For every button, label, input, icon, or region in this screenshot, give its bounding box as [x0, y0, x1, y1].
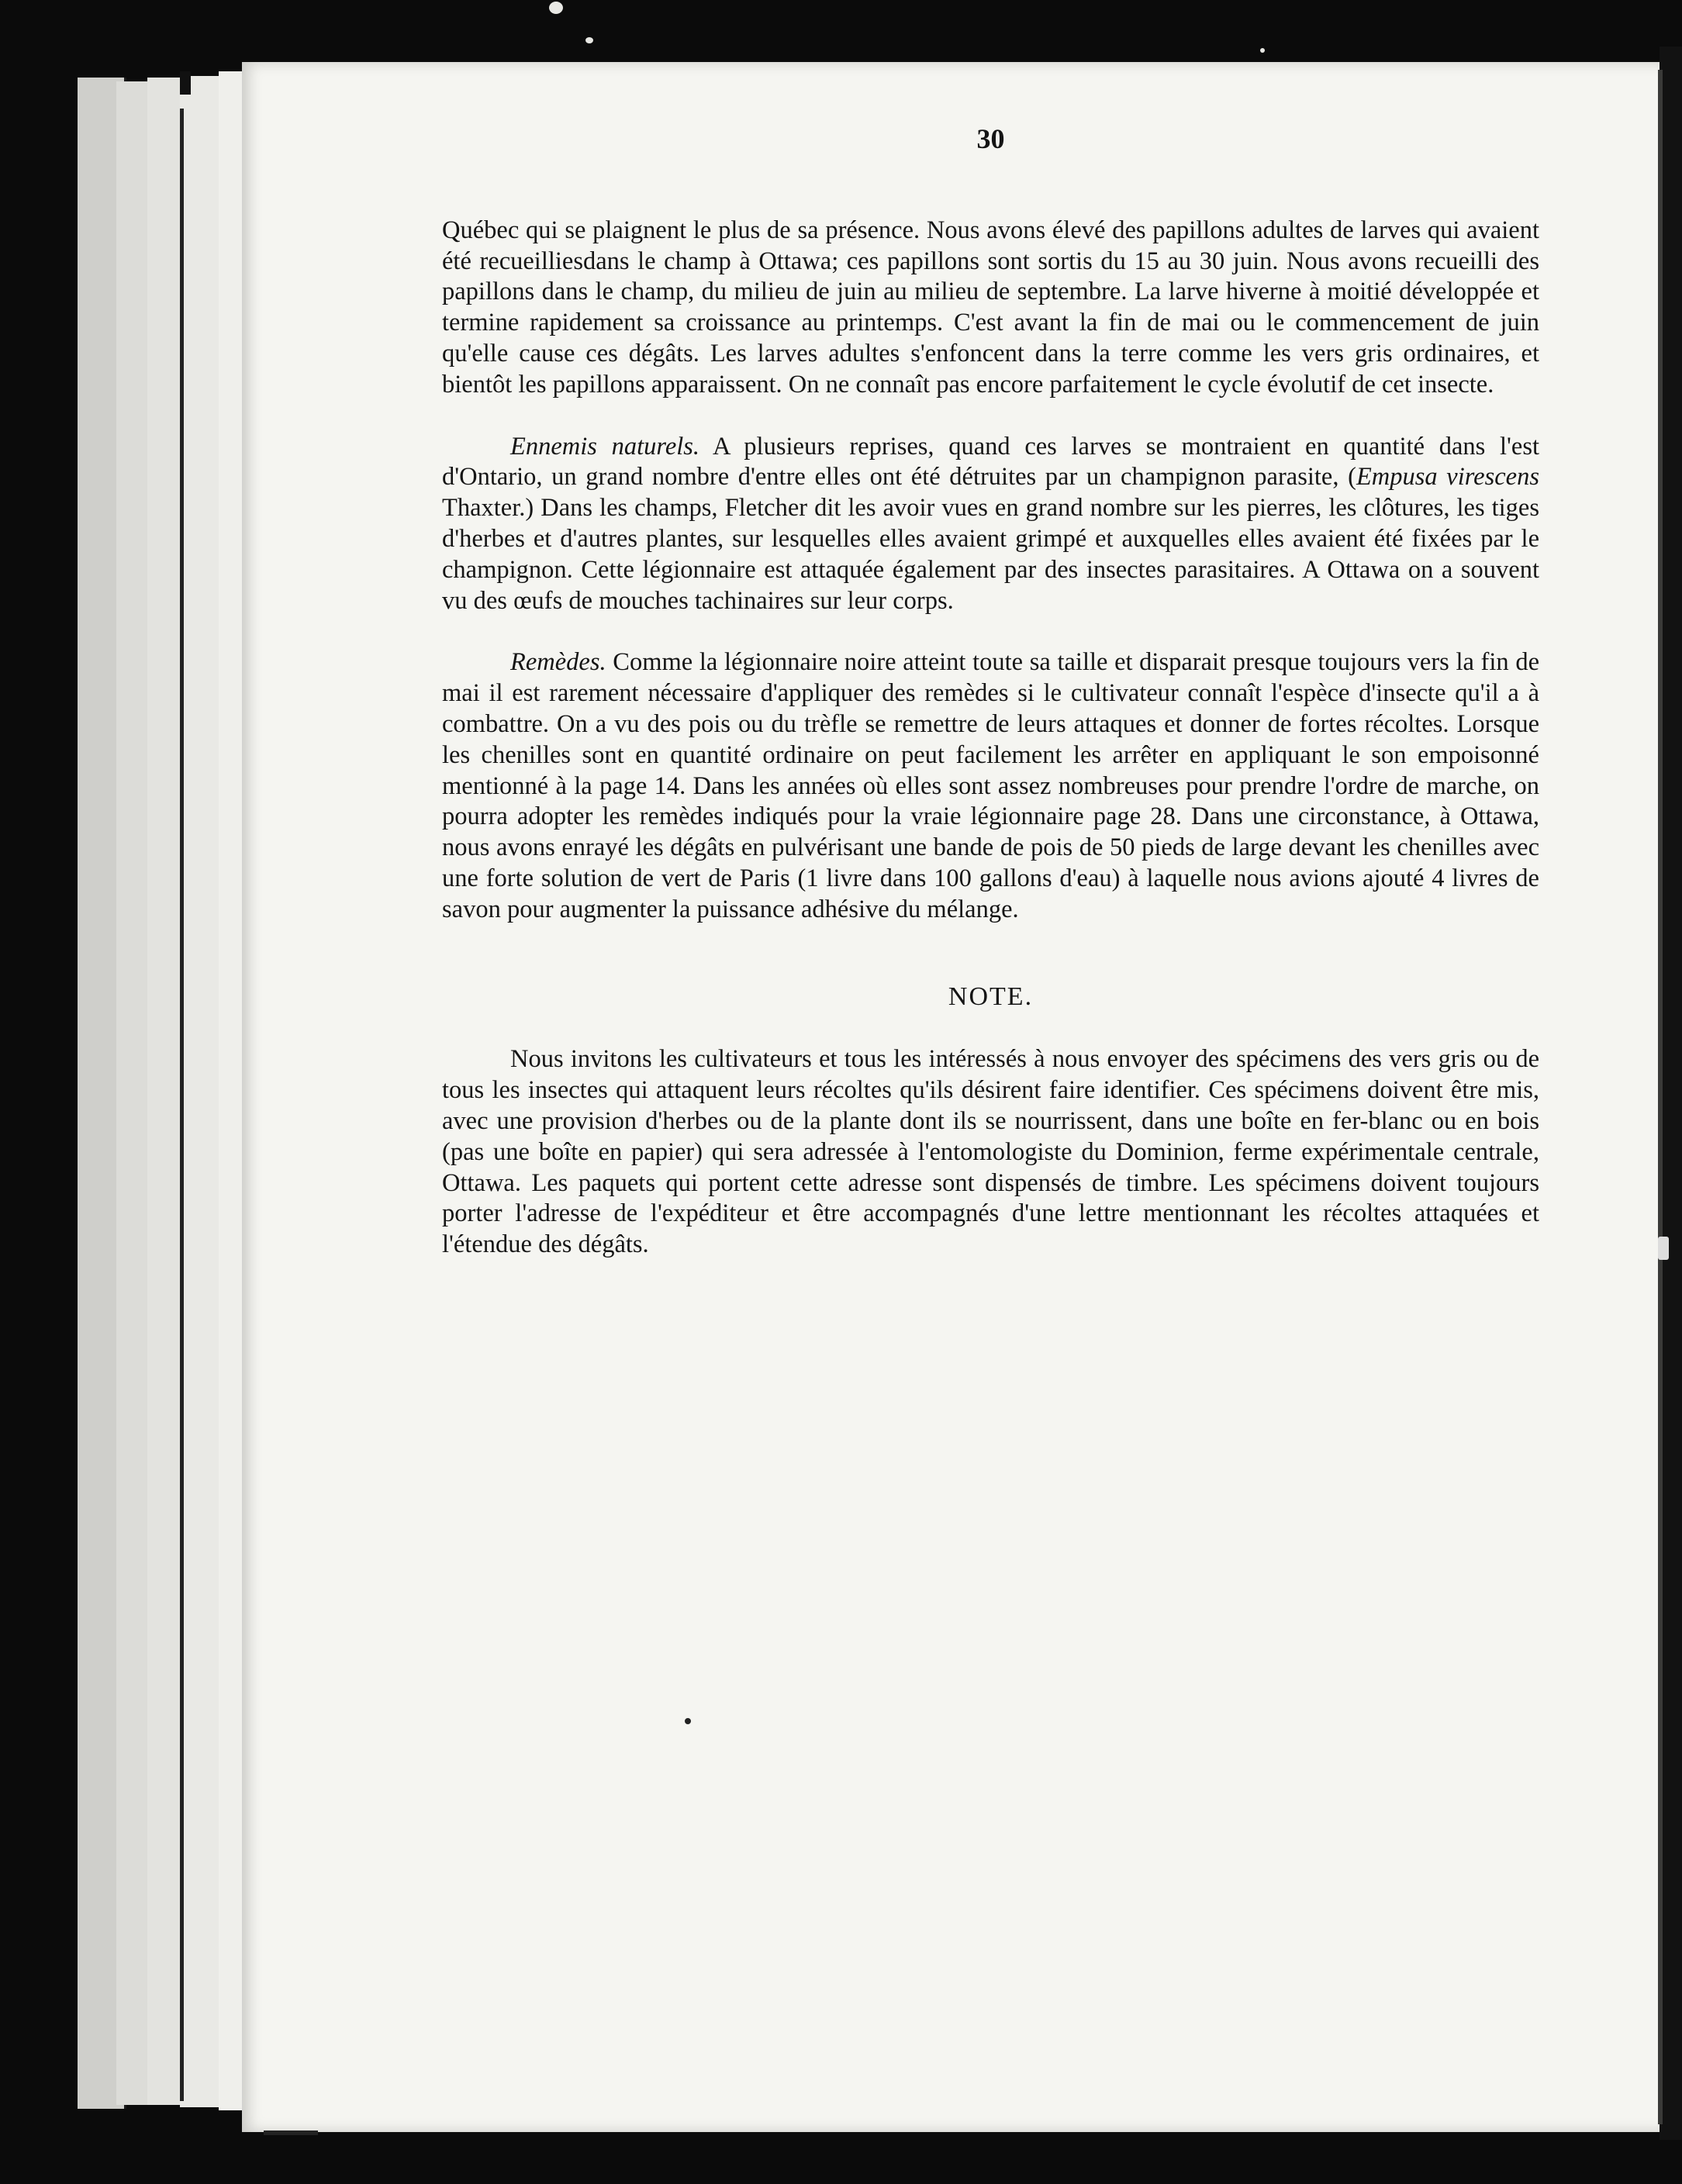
note-title: NOTE.	[948, 982, 1034, 1011]
enemies-text-part-1: A plusieurs reprises, quand ces larves se montraient en quantité dans l'est d'Ontario, un grand nombre d'entre elles ont été détruites par un champignon parasite, (	[442, 432, 1539, 492]
bottom-edge-mark	[264, 2131, 318, 2135]
enemies-text-part-2: Thaxter.) Dans les champs, Fletcher dit les avoir vues en grand nombre sur les pierres, les clôtures, les tiges d'herbes et d'autres plantes, sur lesquelles elles avaient grimpé et auxquelles elles avaient été fixées par le champignon. Cette légionnaire est attaquée également par des insectes parasitaires. A Ottawa on a souvent vu des œufs de mouches tachinaires sur leur corps.	[442, 494, 1539, 615]
scan-speck	[585, 37, 593, 43]
right-border	[1660, 47, 1682, 2140]
scan-speck	[1658, 1237, 1669, 1260]
binding-tab	[180, 71, 191, 95]
page-number: 30	[976, 123, 1005, 154]
paragraph-remedies	[442, 647, 1539, 925]
binding-strip	[180, 109, 184, 2101]
scan-speck	[1260, 48, 1265, 53]
paragraph-note: Nous invitons les cultivateurs et tous les intéressés à nous envoyer des spécimens des vers gris ou de tous les insectes qui attaquent leurs récoltes qu'ils désirent faire identifier. Ces spécimens doivent être mis, avec une provision d'herbes ou de la plante dont ils se nourrissent, dans une boîte en fer-blanc ou en bois (pas une boîte en papier) qui sera adressée à l'entomologiste du Dominion, ferme expérimentale centrale, Ottawa. Les paquets qui portent cette adresse sont dispensés de timbre. Les spécimens doivent toujours porter l'adresse de l'expéditeur et être accompagnés d'une lettre mentionnant les récoltes attaquées et l'étendue des dégâts.	[442, 1045, 1539, 1259]
scan-speck	[549, 2, 563, 14]
paragraph-intro: Québec qui se plaignent le plus de sa présence. Nous avons élevé des papillons adultes de larves qui avaient été recueilliesdans le champ à Ottawa; ces papillons sont sortis du 15 au 30 juin. Nous avons recueilli des papillons dans le champ, du milieu de juin au milieu de septembre. La larve hiverne à moitié développée et termine rapidement sa croissance au printemps. C'est avant la fin de mai ou le commencement de juin qu'elle cause ces dégâts. Les larves adultes s'enfoncent dans la terre comme les vers gris ordinaires, et bientôt les papillons apparaissent. On ne connaît pas encore parfaitement le cycle évolutif de cet insecte.	[442, 216, 1539, 399]
right-border-line	[1658, 70, 1663, 2124]
species-name: Empusa virescens	[1356, 463, 1539, 492]
stray-dot	[685, 1718, 691, 1724]
remedies-text: Comme la légionnaire noire atteint toute sa taille et disparait presque toujours vers la fin de mai il est rarement nécessaire d'appliquer des remèdes si le cultivateur connaît l'espèce d'insecte qu'il a à combattre. On a vu des pois ou du trèfle se remettre de leurs attaques et donner de fortes récoltes. Lorsque les chenilles sont en quantité ordinaire on peut facilement les arrêter en appliquant le son empoisonné mentionné à la page 14. Dans les années où elles sont assez nombreuses pour prendre l'ordre de marche, on pourra adopter les remèdes indiqués pour la vraie légionnaire page 28. Dans une circonstance, à Ottawa, nous avons enrayé les dégâts en pulvérisant une bande de pois de 50 pieds de large devant les chenilles avec une forte solution de vert de Paris (1 livre dans 100 gallons d'eau) à laquelle nous avions ajouté 4 livres de savon pour augmenter la puissance adhésive du mélange.	[442, 648, 1539, 923]
paragraph-natural-enemies	[442, 432, 1539, 617]
page-text-block	[442, 124, 1539, 1261]
section-heading-enemies: Ennemis naturels.	[510, 432, 700, 461]
section-heading-remedies: Remèdes.	[510, 648, 606, 677]
